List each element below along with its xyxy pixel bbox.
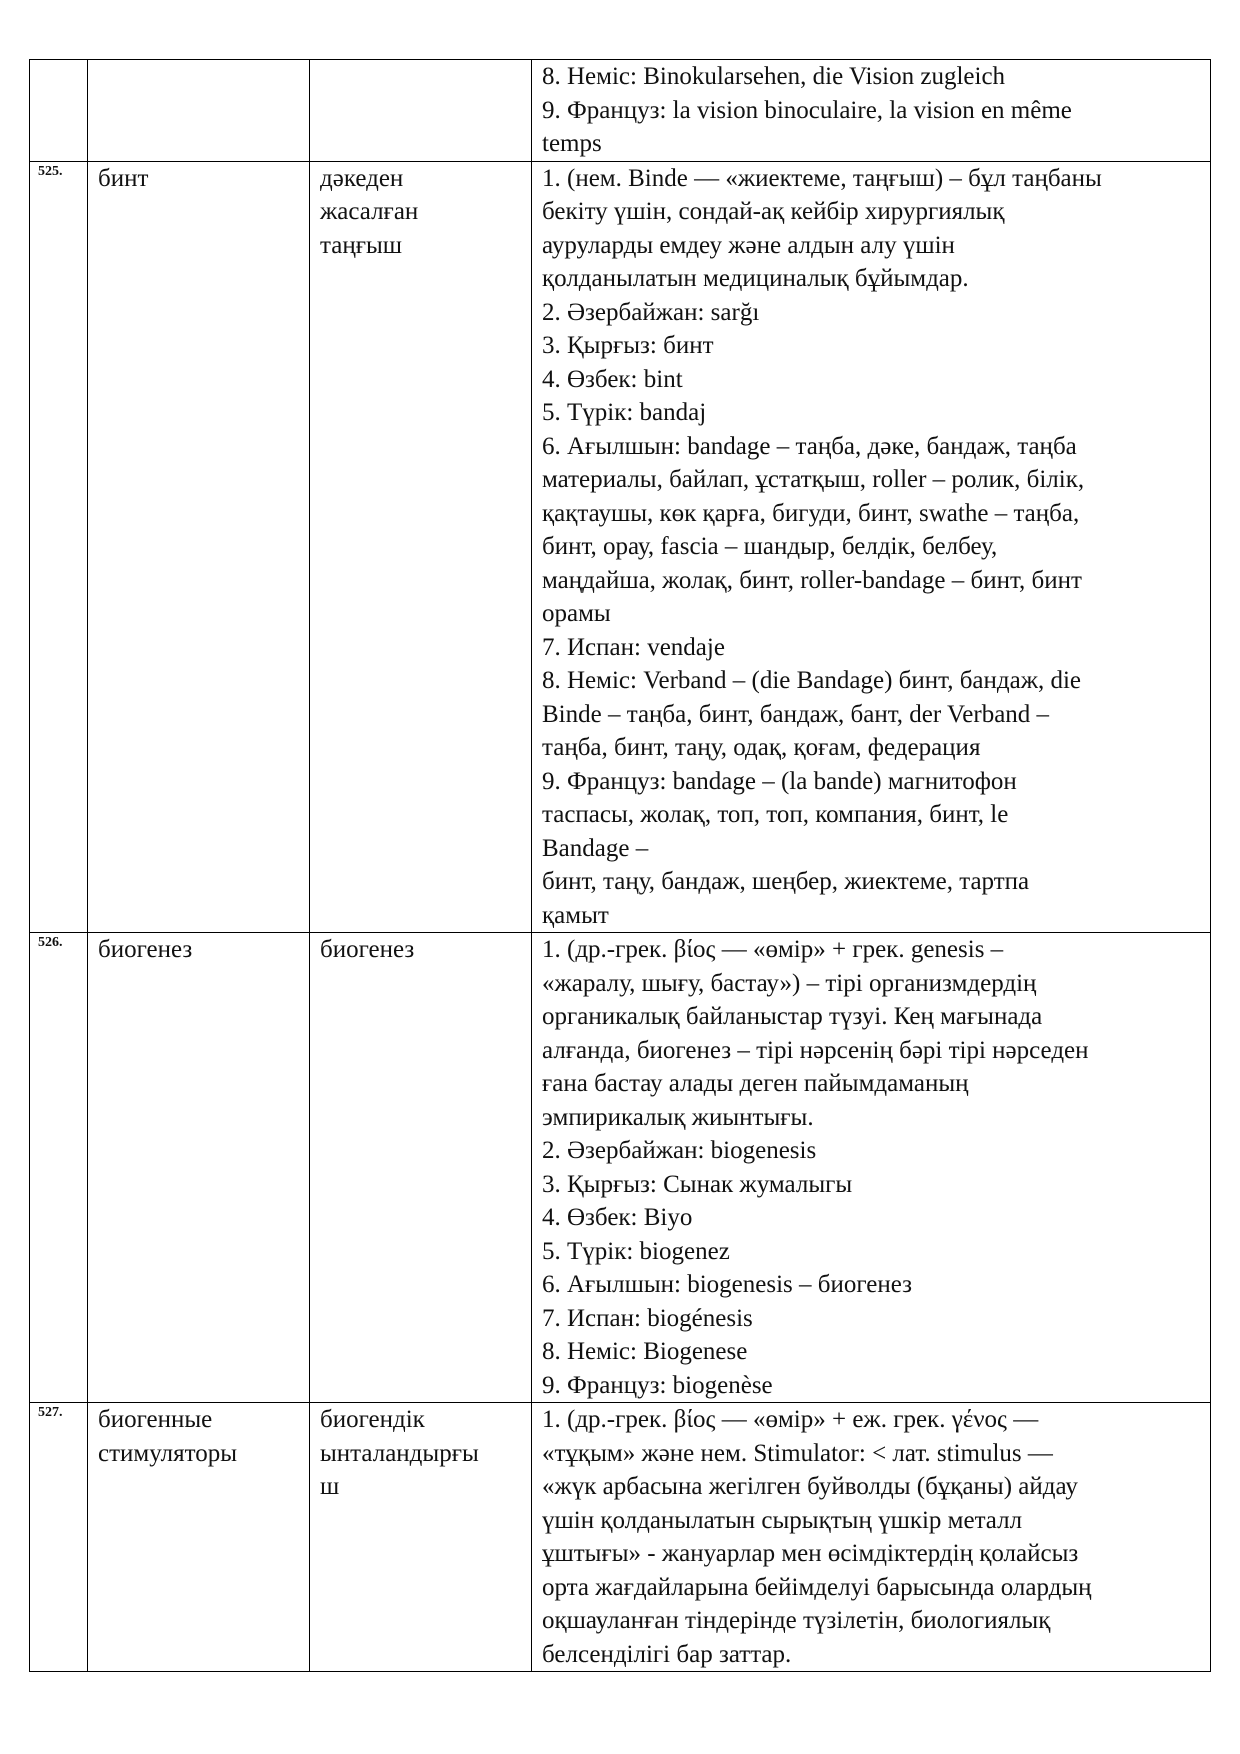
definition-line: белсенділігі бар заттар. [542, 1640, 792, 1668]
definition-line: бекіту үшін, сондай-ақ кейбір хирургиялық [542, 198, 1005, 225]
term-russian: биогенез [98, 936, 193, 963]
term-kazakh: дәкеден [320, 164, 404, 192]
definition-line: қақтаушы, көк қарға, бигуди, бинт, swathe – таңба, [542, 499, 1080, 527]
term-russian-cell [88, 60, 310, 162]
entry-number: 526. [38, 935, 63, 950]
definition-line: 1. (др.-грек. βίος — «өмір» + грек. genesis – [542, 936, 1004, 963]
definition-line: материалы, байлап, ұстатқыш, roller – ролик, білік, [542, 466, 1085, 493]
definition-line: 3. Қырғыз: бинт [542, 332, 714, 359]
definition-line: 4. Өзбек: bint [542, 365, 683, 393]
table-row [30, 161, 1211, 933]
definition-line: таңба, бинт, таңу, одақ, қоғам, федерация [542, 734, 981, 761]
definition-line: бинт, орау, fascia – шандыр, белдік, белбеу, [542, 533, 998, 560]
definition-line: таспасы, жолақ, топ, топ, компания, бинт, le [542, 801, 1009, 828]
term-kazakh: ынталандырғы [320, 1439, 479, 1467]
term-kazakh: таңғыш [320, 231, 403, 259]
definition-line: орта жағдайларына бейімделуі барысында олардың [542, 1573, 1092, 1601]
definition-line: «жүк арбасына жегілген буйволды (бұқаны) айдау [542, 1473, 1078, 1500]
definition-line: temps [542, 130, 602, 157]
definition-line: эмпирикалық жиынтығы. [542, 1103, 814, 1131]
term-kazakh-cell [310, 1403, 532, 1672]
definition-line: 2. Әзербайжан: sarğı [542, 298, 760, 326]
term-russian: бинт [98, 164, 149, 192]
definition-line: 6. Ағылшын: bandage – таңба, дәке, бандаж, таңба [542, 432, 1077, 460]
definition-cell [532, 161, 1211, 933]
definition-cell [532, 1403, 1211, 1672]
definition-line: 8. Неміс: Binokularsehen, die Vision zugleich [542, 63, 1006, 90]
definition-line: 7. Испан: biogénesis [542, 1304, 753, 1332]
definition-line: 4. Өзбек: Biyo [542, 1204, 693, 1231]
term-kazakh: биогенез [320, 936, 415, 963]
term-kazakh-cell [310, 933, 532, 1403]
term-kazakh-cell [310, 161, 532, 933]
definition-line: 9. Француз: bandage – (la bande) магнитофон [542, 767, 1017, 795]
definition-line: 8. Неміс: Verband – (die Bandage) бинт, бандаж, die [542, 667, 1082, 694]
definition-line: Binde – таңба, бинт, бандаж, бант, der Verband – [542, 700, 1050, 728]
definition-line: 1. (нем. Binde — «жиектеме, таңғыш) – бұл таңбаны [542, 164, 1102, 192]
table-row [30, 933, 1211, 1403]
table-row [30, 1403, 1211, 1672]
entry-number-cell [30, 933, 88, 1403]
term-kazakh: биогендік [320, 1406, 425, 1433]
entry-number-cell [30, 1403, 88, 1672]
term-kazakh: жасалған [320, 198, 419, 225]
definition-line: қамыт [542, 901, 609, 929]
definition-line: «тұқым» және нем. Stimulator: < лат. stimulus — [542, 1439, 1053, 1467]
term-russian-cell [88, 933, 310, 1403]
definition-line: Bandage – [542, 834, 649, 862]
entry-number: 527. [38, 1405, 63, 1420]
dictionary-table [29, 59, 1211, 1672]
definition-line: 2. Әзербайжан: biogenesis [542, 1137, 817, 1164]
definition-line: 5. Түрік: biogenez [542, 1237, 730, 1265]
definition-line: 6. Ағылшын: biogenesis – биогенез [542, 1271, 913, 1298]
term-russian-cell [88, 161, 310, 933]
table-row [30, 60, 1211, 162]
definition-line: бинт, таңу, бандаж, шеңбер, жиектеме, тартпа [542, 868, 1030, 895]
definition-line: алғанда, биогенез – тірі нәрсенің бәрі тірі нәрседен [542, 1036, 1089, 1064]
definition-line: 9. Француз: biogenèse [542, 1371, 773, 1399]
term-russian-cell [88, 1403, 310, 1672]
definition-line: 1. (др.-грек. βίος — «өмір» + еж. грек. γένος — [542, 1406, 1039, 1433]
definition-line: органикалық байланыстар түзуі. Кең мағынада [542, 1003, 1043, 1030]
definition-line: 8. Неміс: Biogenese [542, 1338, 748, 1365]
term-russian: биогенные [98, 1406, 213, 1433]
definition-line: маңдайша, жолақ, бинт, roller-bandage – бинт, бинт [542, 566, 1082, 594]
definition-cell [532, 60, 1211, 162]
definition-line: ғана бастау алады деген пайымдаманың [542, 1070, 969, 1097]
definition-line: 3. Қырғыз: Сынак жумалыгы [542, 1170, 853, 1198]
definition-cell [532, 933, 1211, 1403]
definition-line: 7. Испан: vendaje [542, 633, 725, 661]
definition-line: қолданылатын медициналық бұйымдар. [542, 265, 969, 292]
definition-line: 9. Француз: la vision binoculaire, la vision en même [542, 96, 1072, 124]
term-russian: стимуляторы [98, 1439, 237, 1467]
entry-number-cell [30, 161, 88, 933]
definition-line: үшін қолданылатын сырықтың үшкір металл [542, 1506, 1023, 1534]
entry-number-cell [30, 60, 88, 162]
definition-line: ауруларды емдеу және алдын алу үшін [542, 231, 955, 259]
term-kazakh-cell [310, 60, 532, 162]
definition-line: «жаралу, шығу, бастау») – тірі организмдердің [542, 969, 1037, 997]
definition-line: оқшауланған тіндерінде түзілетін, биологиялық [542, 1607, 1051, 1634]
entry-number: 525. [38, 163, 63, 179]
term-kazakh: ш [320, 1473, 340, 1500]
definition-line: 5. Түрік: bandaj [542, 399, 707, 426]
definition-line: ұштығы» - жануарлар мен өсімдіктердің қолайсыз [542, 1540, 1079, 1567]
definition-line: орамы [542, 600, 611, 627]
